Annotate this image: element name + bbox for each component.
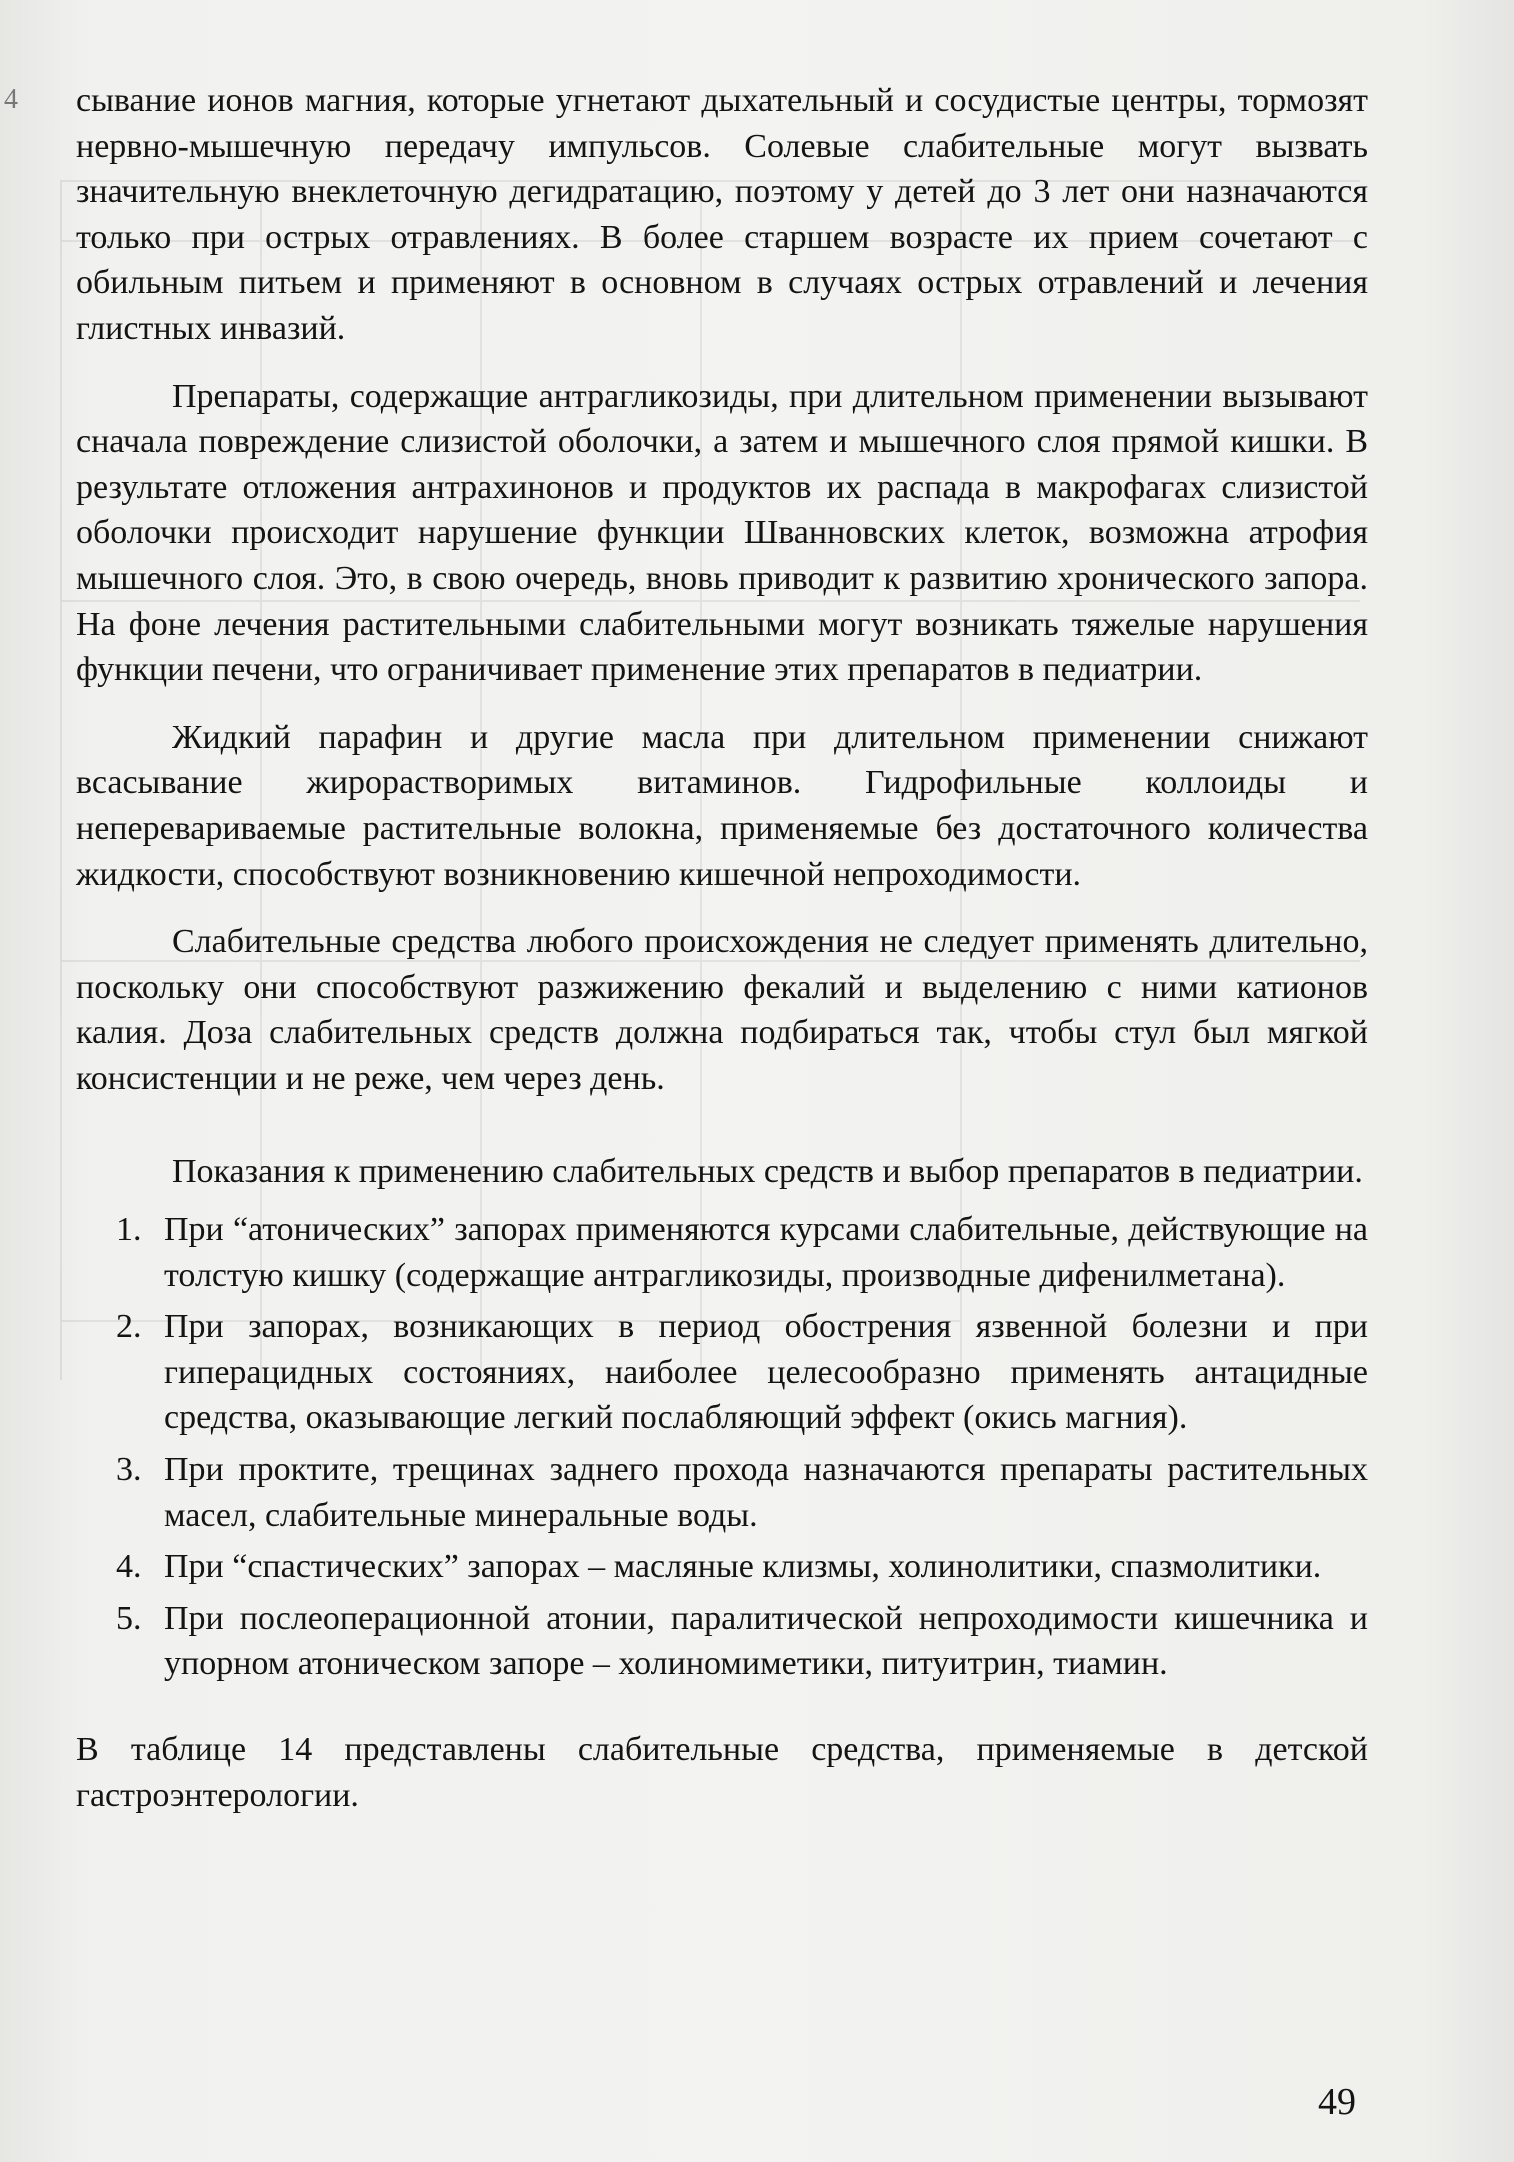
list-item-number: 3. [116, 1451, 142, 1489]
list-item-text: При запорах, возникающих в период обострения язвенной болезни и при гиперацидных состояниях, наиболее целесообразно применять антацидные средства, оказывающие легкий послабляющий эффект (окись магния). [164, 1308, 1368, 1437]
list-item-number: 1. [116, 1211, 142, 1249]
paragraph-table-reference: В таблице 14 представлены слабительные средства, применяемые в детской гастроэнтерологии. [76, 1731, 1368, 1814]
page-edge-mark: 4 [4, 84, 18, 115]
list-item [76, 1207, 1368, 1298]
paragraph-paraffin: Жидкий парафин и другие масла при длительном применении снижают всасывание жирорастворимых витаминов. Гидрофильные коллоиды и неперевариваемые растительные волокна, применяемые без достаточного количества жидкости, способствуют возникновению кишечной непроходимости. [76, 718, 1368, 893]
paragraph-anthraglycosides: Препараты, содержащие антрагликозиды, при длительном применении вызывают сначала повреждение слизистой оболочки, а затем и мышечного слоя прямой кишки. В результате отложения антрахинонов и продуктов их распада в макрофагах слизистой оболочки происходит нарушение функции Шванновских клеток, возможна атрофия мышечного слоя. Это, в свою очередь, вновь приводит к развитию хронического запора. На фоне лечения растительными слабительными могут возникать тяжелые нарушения функции печени, что ограничивает применение этих препаратов в педиатрии. [76, 377, 1368, 689]
list-item-number: 5. [116, 1599, 142, 1637]
page-number: 49 [1318, 2081, 1356, 2123]
list-item-text: При “спастических” запорах – масляные клизмы, холинолитики, спазмолитики. [164, 1548, 1322, 1586]
paragraph-laxative-duration: Слабительные средства любого происхождения не следует применять длительно, поскольку они способствуют разжижению фекалий и выделению с ними катионов калия. Доза слабительных средств должна подбираться так, чтобы стул был мягкой консистенции и не реже, чем через день. [76, 923, 1368, 1097]
list-item [76, 1304, 1368, 1441]
list-item-text: При послеоперационной атонии, паралитической непроходимости кишечника и упорном атоническом запоре – холиномиметики, питуитрин, тиамин. [164, 1599, 1368, 1683]
list-item [76, 1544, 1368, 1590]
list-item-text: При “атонических” запорах применяются курсами слабительные, действующие на толстую кишку (содержащие антрагликозиды, производные дифенилметана). [164, 1211, 1368, 1294]
list-item-text: При проктите, трещинах заднего прохода назначаются препараты растительных масел, слабительные минеральные воды. [164, 1451, 1368, 1534]
indications-list [76, 1207, 1368, 1687]
list-item [76, 1596, 1368, 1687]
list-item-number: 2. [116, 1308, 142, 1346]
list-item [76, 1447, 1368, 1538]
page-body [76, 78, 1368, 1818]
paragraph-salt-laxatives: сывание ионов магния, которые угнетают дыхательный и сосудистые центры, тормозят нервно-мышечную передачу импульсов. Солевые слабительные могут вызвать значительную внеклеточную дегидратацию, поэтому у детей до 3 лет они назначаются только при острых отравлениях. В более старшем возрасте их прием сочетают с обильным питьем и применяют в основном в случаях острых отравлений и лечения глистных инвазий. [76, 82, 1368, 347]
paragraph-indications-heading: Показания к применению слабительных средств и выбор препаратов в педиатрии. [172, 1153, 1363, 1191]
list-item-number: 4. [116, 1548, 142, 1586]
